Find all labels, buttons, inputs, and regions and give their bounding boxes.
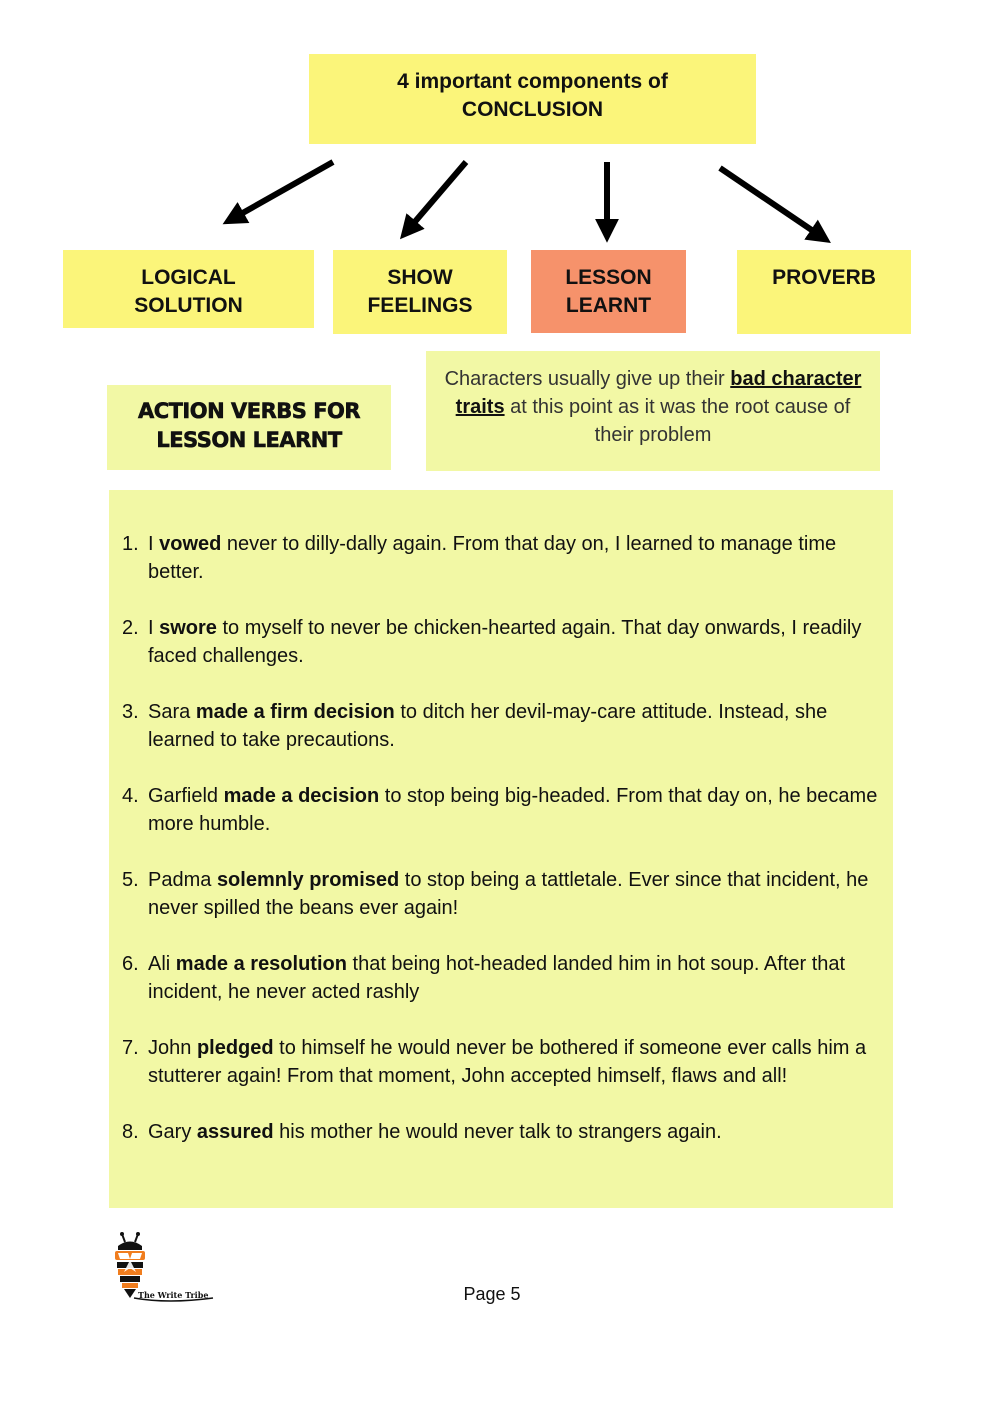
- list-item: [122, 1034, 887, 1090]
- item-number: 1.: [122, 533, 139, 555]
- component-proverb: [737, 250, 911, 334]
- arrows-diagram: [0, 0, 1000, 260]
- note-text-after: at this point as it was the root cause of their problem: [504, 396, 851, 446]
- component-line-1: SHOW: [387, 266, 453, 289]
- component-lesson-learnt: [531, 250, 686, 333]
- component-logical-solution: [63, 250, 314, 328]
- item-text-after: that being hot-headed landed him in hot soup. After that incident, he never acted rashly: [148, 953, 846, 1003]
- item-text-after: his mother he would never talk to strangers again.: [273, 1121, 722, 1143]
- item-number: 6.: [122, 953, 139, 975]
- component-line-2: SOLUTION: [134, 294, 243, 317]
- examples-panel: [109, 490, 893, 1208]
- note-text-before: Characters usually give up their: [444, 368, 731, 390]
- item-action-verb: assured: [196, 1121, 274, 1143]
- item-text-before: Gary: [148, 1121, 197, 1143]
- verbs-heading-line-2: LESSON LEARNT: [156, 428, 342, 452]
- component-show-feelings: [333, 250, 507, 334]
- list-item: [122, 1118, 887, 1146]
- verbs-heading-line-1: ACTION VERBS FOR: [137, 399, 361, 423]
- note-box: [426, 351, 880, 471]
- page-number: Page 5: [463, 1284, 521, 1304]
- list-item: [122, 866, 887, 922]
- arrow-logical-solution: [232, 162, 333, 219]
- item-text-before: John: [148, 1037, 197, 1059]
- component-line-1: LOGICAL: [141, 266, 236, 289]
- component-line-1: LESSON: [565, 266, 652, 289]
- item-text-after: to stop being a tattletale. Ever since that incident, he never spilled the beans ever again!: [148, 869, 869, 919]
- item-text-before: Garfield: [148, 785, 224, 807]
- verbs-heading-box: [107, 385, 391, 470]
- item-text-after: to ditch her devil-may-care attitude. Instead, she learned to take precautions.: [148, 701, 828, 751]
- item-text-after: to himself he would never be bothered if someone ever calls him a stutterer again! From that moment, John accepted himself, flaws and all!: [148, 1037, 867, 1087]
- item-action-verb: made a firm decision: [195, 701, 395, 723]
- list-item: [122, 950, 887, 1006]
- item-number: 2.: [122, 617, 139, 639]
- list-item: [122, 614, 887, 670]
- note-highlight: bad character traits: [455, 368, 862, 418]
- item-number: 3.: [122, 701, 139, 723]
- verbs-heading: [107, 397, 391, 455]
- arrow-proverb: [720, 168, 822, 237]
- list-item: [122, 530, 887, 586]
- component-line-1: PROVERB: [772, 266, 876, 289]
- list-item: [122, 698, 887, 754]
- list-item: [122, 782, 887, 838]
- item-action-verb: made a resolution: [175, 953, 347, 975]
- item-text-before: I: [148, 533, 160, 555]
- item-action-verb: solemnly promised: [216, 869, 400, 891]
- item-action-verb: pledged: [196, 1037, 274, 1059]
- item-text-before: Padma: [148, 869, 217, 891]
- item-action-verb: vowed: [159, 533, 222, 555]
- item-text-before: I: [148, 617, 160, 639]
- item-text-before: Ali: [148, 953, 176, 975]
- component-line-2: LEARNT: [565, 294, 652, 317]
- item-number: 5.: [122, 869, 139, 891]
- item-text-after: to myself to never be chicken-hearted again. That day onwards, I readily faced challenges.: [148, 617, 862, 667]
- item-text-after: never to dilly-dally again. From that day on, I learned to manage time better.: [148, 533, 837, 583]
- arrow-show-feelings: [407, 162, 466, 231]
- item-text-after: to stop being big-headed. From that day on, he became more humble.: [148, 785, 878, 835]
- title-line-1: 4 important components of: [397, 70, 668, 93]
- item-text-before: Sara: [148, 701, 196, 723]
- item-action-verb: made a decision: [223, 785, 380, 807]
- component-line-2: FEELINGS: [367, 294, 473, 317]
- item-number: 8.: [122, 1121, 139, 1143]
- item-number: 7.: [122, 1037, 139, 1059]
- item-number: 4.: [122, 785, 139, 807]
- examples-list: [122, 530, 887, 1174]
- logo-text: The Write Tribe: [138, 1290, 209, 1300]
- bee-icon: [108, 1232, 218, 1312]
- item-action-verb: swore: [159, 617, 217, 639]
- title-line-2: CONCLUSION: [461, 98, 604, 121]
